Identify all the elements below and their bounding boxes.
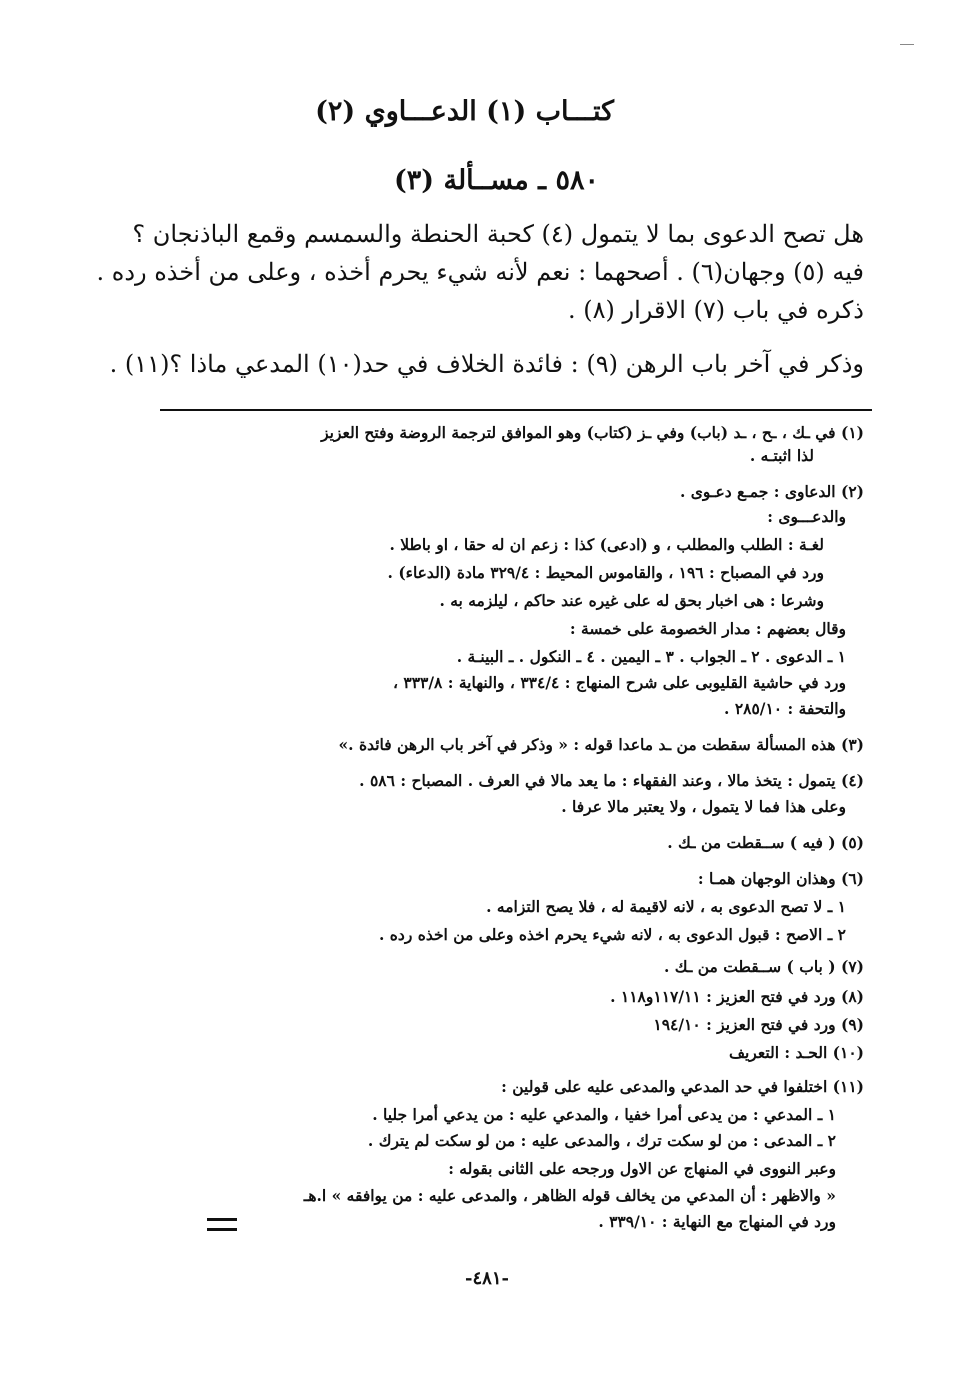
footnote-line: ٢ ـ المدعى : من لو سكت ترك ، والمدعى عليه : من لو سكت لم يترك .	[367, 1131, 836, 1150]
issue-heading: ٥٨٠ ـ مســألة (٣)	[394, 165, 599, 196]
body-line: وذكر في آخر باب الرهن (٩) : فائدة الخلاف في حد(١٠) المدعي ماذا ؟(١١) .	[109, 350, 864, 378]
footnote-line: ٢ ـ الاصح : قبول الدعوى به ، لانه شيء يحرم اخذه وعلى من اخذه رده .	[379, 925, 846, 944]
footnote-line: (٨) ورد في فتح العزيز : ١١٧/١١و١١٨ .	[610, 987, 864, 1006]
footnote-line: والدعـــوى :	[767, 507, 846, 526]
footnote-line: (٤) يتمول : يتخذ مالا ، وعند الفقهاء : ما يعد مالا في العرف . المصباح : ٥٨٦ .	[359, 771, 864, 790]
footnote-line: ورد في المنهاج مع النهاية : ٣٣٩/١٠ .	[598, 1212, 836, 1231]
footnote-line: ١ ـ المدعي : من يدعى أمرا خفيا ، والمدعي عليه : من يدعي أمرا جليا .	[372, 1105, 836, 1124]
footnote-line: وعبر النووى في المنهاج عن الاول ورجحه على الثانى بقوله :	[448, 1159, 836, 1178]
footnote-line: (٩) ورد في فتح العزيز : ١٩٤/١٠	[653, 1015, 864, 1034]
end-mark	[207, 1218, 237, 1231]
chapter-title: كتـــاب (١) الدعـــاوي (٢)	[315, 96, 614, 127]
footnote-line: ورد في حاشية القليوبى على شرح المنهاج : ٣٣٤/٤ ، والنهاية : ٣٣٣/٨ ،	[392, 673, 846, 692]
footnote-line: والتحفة : ٢٨٥/١٠ .	[724, 699, 846, 718]
footnote-line: « والاظهر : أن المدعي من يخالف قوله الظاهر ، والمدعى عليه : من يوافقه » ا.هـ	[303, 1186, 836, 1205]
body-line: هل تصح الدعوى بما لا يتمول (٤) كحبة الحنطة والسمسم وقمع الباذنجان ؟	[132, 220, 864, 248]
footnote-line: (٣) هذه المسألة سقطت من ـد ماعدا قوله : « وذكر في آخر باب الرهن فائدة .»	[338, 735, 864, 754]
footnote-line: (١١) اختلفوا في حد المدعي والمدعى عليه على قولين :	[501, 1077, 864, 1096]
footnote-line: (٧) ( باب ) ســقطت من ـك .	[663, 957, 864, 976]
page-number: -٤٨١-	[465, 1268, 509, 1289]
body-line: فيه (٥) وجهان(٦) . أصحهما : نعم لأنه شيء يحرم أخذه ، وعلى من أخذه رده .	[96, 258, 864, 286]
footnote-line: وقال بعضهم : مدار الخصومة على خمسة :	[569, 619, 846, 638]
footnote-line: وشرعا : هى اخبار بحق له على غيره عند حاكم ، ليلزمه به .	[439, 591, 824, 610]
footnote-line: (٥) ( فيه ) ســقطت من ـك .	[667, 833, 864, 852]
footnote-line: ١ ـ الدعوى . ٢ ـ الجواب . ٣ ـ اليمين . ٤ ـ النكول . ـ البينـة .	[456, 647, 846, 666]
body-line: ذكره في باب (٧) الاقرار (٨) .	[568, 296, 864, 324]
footnote-line: لغـة : الطلب والمطلب ، و (ادعى) كذا : زعم ان له حقا ، او باطلا .	[389, 535, 824, 554]
footnote-line: ورد في المصباح : ١٩٦ ، والقاموس المحيط : ٣٢٩/٤ مادة (الدعاء) .	[387, 563, 824, 582]
corner-mark	[900, 44, 914, 45]
footnote-line: (٦) وهذان الوجهان همـا :	[697, 869, 864, 888]
footnote-line: (١) في ـك ، ـح ، ـد (باب) وفي ـز (كتاب) وهو الموافق لترجمة الروضة وفتح العزيز	[321, 423, 864, 442]
footnote-line: ١ ـ لا تصح الدعوى به ، لانه لاقيمة له ، فلا يصح التزامه .	[486, 897, 846, 916]
footnote-separator	[160, 409, 872, 411]
footnote-line: وعلى هذا فما لا يتمول ، ولا يعتبر مالا عرفا .	[561, 797, 846, 816]
footnote-line: (١٠) الحـد : التعريف	[728, 1043, 864, 1062]
footnote-line: (٢) الدعاوى : جمـع دعـوى .	[679, 482, 864, 501]
footnote-line: لذا اثبتـه .	[749, 446, 814, 465]
